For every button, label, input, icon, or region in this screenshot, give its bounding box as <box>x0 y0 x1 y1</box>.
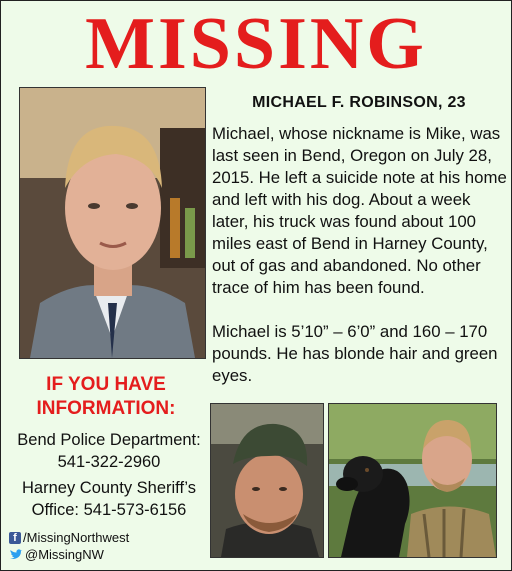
case-description: Michael, whose nickname is Mike, was last seen in Bend, Oregon on July 28, 2015. He left a suicide note at his home and left with his dog. About a week later, his truck was found about 100 miles east of Bend in Harney County, out of gas and abandoned. No other trace of him has been found. <box>212 124 507 297</box>
twitter-icon <box>9 549 23 561</box>
contact-phone: Office: 541-573-6156 <box>31 501 187 519</box>
info-heading-line1: IF YOU HAVE <box>46 374 166 395</box>
facebook-link[interactable] <box>9 530 129 545</box>
twitter-handle: @MissingNW <box>25 547 104 562</box>
info-heading-line2: INFORMATION: <box>36 398 176 419</box>
contact-bend-police <box>5 429 213 473</box>
hat-photo <box>210 403 324 558</box>
portrait-photo <box>19 87 206 359</box>
facebook-handle: /MissingNorthwest <box>23 530 130 545</box>
physical-description: Michael is 5’10” – 6’0” and 160 – 170 pounds. He has blonde hair and green eyes. <box>212 322 498 385</box>
dog-photo <box>328 403 497 558</box>
twitter-link[interactable] <box>9 547 104 562</box>
contact-org: Bend Police Department: <box>17 431 201 449</box>
contact-harney-sheriff <box>5 477 213 521</box>
facebook-icon: f <box>9 532 21 544</box>
contact-org: Harney County Sheriff’s <box>22 479 196 497</box>
person-name: MICHAEL F. ROBINSON, 23 <box>252 94 466 111</box>
info-heading <box>11 373 201 421</box>
contact-phone: 541-322-2960 <box>57 453 161 471</box>
headline: MISSING <box>85 3 427 85</box>
